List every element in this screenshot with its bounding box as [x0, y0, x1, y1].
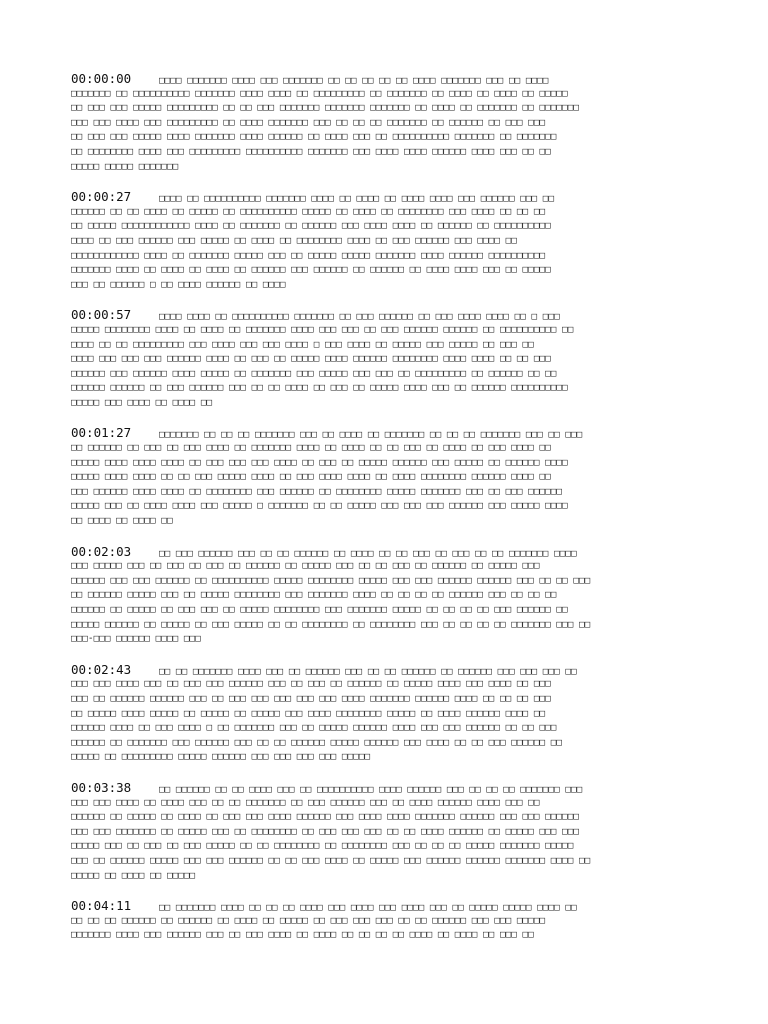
timestamp: 00:00:00: [71, 72, 132, 86]
timestamp: 00:02:03: [71, 544, 132, 559]
transcript-line: [71, 839, 699, 854]
transcript-text: □□ □□□□□□ □□ □□□ □□ □□□ □□□□ □□ □□□□□□□ □□□□ □□ □□□□ □□ □□ □□□ □□ □□□□ □□ □□□ □□□□ □□: [71, 442, 551, 454]
transcript-line: [71, 249, 699, 264]
transcript-text: □□□□ □□ □□ □□□□□□□□□ □□□ □□□□ □□□ □□□ □□□□ □ □□□ □□□□ □□ □□□□□ □□□ □□□□□ □□ □□□ □□: [71, 338, 534, 350]
transcript-text: □□□ □□ □□□□□□ □□□□□□ □□□ □□ □□□ □□□ □□□ □□□ □□□ □□□□ □□□□□□□ □□□□□□ □□□□ □□ □□ □□ □□□: [71, 692, 551, 704]
transcript-line: [71, 205, 699, 220]
transcript-line: [71, 603, 699, 618]
transcript-entry: [71, 426, 699, 528]
transcript-text: □□□ □□□ □□□□ □□□ □□ □□□ □□□ □□□□□□ □□□ □□ □□□ □□ □□□□□□ □□ □□□□□ □□□□ □□□ □□□□ □□ □□□: [71, 678, 551, 690]
transcript-text: □□□□□ □□ □□□□ □□ □□□□□: [71, 869, 196, 881]
transcript-line: [71, 869, 699, 884]
transcript-text: □□□□ □□□□□□□ □□□□ □□□ □□□□□□□ □□ □□ □□ □□ □□ □□□□ □□□□□□□ □□□ □□ □□□□: [159, 75, 549, 86]
transcript-line: [71, 574, 699, 589]
transcript-line: [71, 736, 699, 751]
transcript-line: [71, 914, 699, 929]
transcript-text: □□□□□ □□□□ □□□□ □□□□ □□ □□□ □□□ □□□ □□□□ □□ □□□ □□ □□□□□ □□□□□□ □□□ □□□□□ □□ □□□□□□ □□□□: [71, 456, 568, 468]
transcript-line: [71, 810, 699, 825]
transcript-line: [71, 441, 699, 456]
transcript-line: [71, 514, 699, 529]
transcript-entry: [71, 663, 699, 765]
transcript-line: [71, 130, 699, 145]
transcript-line: [71, 796, 699, 811]
transcript-text: □□□□ □□ □□□ □□□□□□ □□□ □□□□□ □□ □□□□ □□ □□□□□□□□ □□□□ □□ □□□ □□□□□□ □□□ □□□□ □□: [71, 234, 517, 246]
transcript-line: [71, 190, 699, 205]
transcript-line: [71, 721, 699, 736]
transcript-line: [71, 338, 699, 353]
transcript-line: [71, 87, 699, 102]
transcript-line: [71, 323, 699, 338]
transcript-line: [71, 928, 699, 943]
transcript-text: □□□□□□ □□□□□□ □□ □□□ □□□□□□ □□□ □□ □□ □□□□ □□ □□□ □□ □□□□□ □□□□ □□□ □□ □□□□□□ □□□□□□□□□□: [71, 382, 568, 394]
transcript-entry: [71, 72, 699, 174]
transcript-text: □□□ □□□ □□□□□□□ □□ □□□□□ □□□ □□ □□□□□□□□ □□ □□□ □□□ □□□ □□ □□ □□□□ □□□□□□ □□ □□□□□ □□□ □□□: [71, 825, 579, 837]
transcript-line: [71, 160, 699, 175]
transcript-text: □□ □□□ □□□ □□□□□ □□□□ □□□□□□□ □□□□ □□□□□□ □□ □□□□ □□□ □□ □□□□□□□□□□ □□□□□□□ □□ □□□□□□□: [71, 131, 557, 143]
transcript-text: □□ □□ □□□□□□□ □□□□ □□□ □□ □□□□□□ □□□ □□ □□ □□□□□□ □□ □□□□□□ □□□ □□□ □□□ □□: [159, 665, 577, 677]
transcript-text: □□□□□□ □□ □□□□□ □□ □□□ □□□ □□ □□□□□ □□□□□□□□ □□□ □□□□□□□ □□□□□ □□ □□ □□ □□ □□□ □□□□□□ □□: [71, 604, 568, 615]
transcript-text: □□□□□ □□□□ □□□□ □□ □□ □□□ □□□□□ □□□□ □□ □□□ □□□□ □□□□ □□ □□□□ □□□□□□□□ □□□□□□ □□□□ □□: [71, 471, 551, 483]
transcript-text: □□ □□□□□□ □□ □□ □□□□ □□□ □□ □□□□□□□□□□ □□□□ □□□□□□ □□□ □□ □□ □□ □□□□□□□ □□□: [159, 783, 583, 795]
transcript-entry: [71, 308, 699, 410]
transcript-line: [71, 854, 699, 869]
transcript-line: [71, 781, 699, 796]
transcript-line: [71, 899, 699, 914]
transcript-line: [71, 426, 699, 441]
transcript-line: [71, 588, 699, 603]
transcript-text: □□□□□ □□□ □□ □□□□ □□□□ □□□ □□□□□ □ □□□□□□□ □□ □□ □□□□□ □□□ □□□ □□□ □□□□□□ □□□ □□□□□ □□□□: [71, 500, 568, 512]
transcript-text: □□□□ □□□□ □□ □□□□□□□□□□ □□□□□□□ □□ □□□ □□□□□□ □□ □□□ □□□□ □□□□ □□ □ □□□: [159, 311, 560, 323]
transcript-entry: [71, 190, 699, 292]
transcript-text: □□ □□□□□□□ □□□□ □□ □□ □□ □□□□ □□□ □□□□ □□□ □□□□ □□□ □□ □□□□□ □□□□□ □□□□ □□: [159, 902, 577, 914]
transcript-text: □□□ □□ □□□□□□ □ □□ □□□□ □□□□□□ □□ □□□□: [71, 278, 286, 290]
transcript-text: □□ □□□□□□ □□□□□ □□□ □□ □□□□□ □□□□□□□□ □□□ □□□□□□□ □□□□ □□ □□ □□ □□ □□□□□□ □□□ □□ □□ □□: [71, 589, 557, 601]
transcript-line: [71, 352, 699, 367]
transcript-text: □□□□□ □□□ □□ □□□ □□ □□□ □□□□□ □□ □□ □□□□□□□□ □□ □□□□□□□□ □□□ □□ □□ □□ □□□□□ □□□□□□□ □□□□□: [71, 840, 574, 852]
transcript-text: □□□□□□ □□ □□□□□ □□ □□□□ □□ □□□ □□□ □□□□ □□□□□□ □□□ □□□□ □□□□ □□□□□□□ □□□□□□ □□□ □□□ □□□□□□: [71, 811, 579, 823]
transcript-text: □□□□□□□□□□□□ □□□□ □□ □□□□□□□ □□□□□ □□□ □□ □□□□□ □□□□□ □□□□□□□ □□□□ □□□□□□ □□□□□□□□□□: [71, 249, 546, 261]
transcript-line: [71, 263, 699, 278]
timestamp: 00:03:38: [71, 780, 132, 795]
transcript-line: [71, 750, 699, 765]
transcript-text: □□□□ □□□ □□□ □□□ □□□□□□ □□□□ □□ □□□ □□ □□□□□ □□□□ □□□□□□ □□□□□□□□ □□□□ □□□□ □□ □□ □□□: [71, 353, 551, 365]
transcript-text: □□□□□□□ □□ □□ □□ □□□□□□□ □□□ □□ □□□□ □□ □□□□□□□ □□ □□ □□ □□□□□□□ □□□ □□ □□□: [159, 429, 583, 441]
transcript-text: □□ □□ □□ □□□□□□ □□ □□□□□□ □□ □□□□ □□ □□□□□ □□ □□□ □□□ □□□ □□ □□ □□□□□□ □□□ □□□ □□□□□: [71, 914, 546, 926]
transcript-text: □□ □□□ □□□ □□□□□ □□□□□□□□□ □□ □□ □□□ □□□□□□□ □□□□□□□ □□□□□□□ □□ □□□□ □□ □□□□□□□ □□ □□□□□□□: [71, 102, 579, 114]
transcript-text: □□□ □□□□□ □□□ □□ □□□ □□ □□□ □□ □□□□□□ □□ □□□□□ □□□ □□ □□ □□□ □□ □□□□□□ □□ □□□□□ □□□: [71, 560, 540, 572]
transcript-text: □□□□□□ □□□ □□□□□□ □□□□ □□□□□ □□ □□□□□□□ □□□ □□□□□ □□□ □□□ □□ □□□□□□□□□ □□ □□□□□□ □□ □□: [71, 367, 557, 379]
transcript-text: □□□ □□□ □□□□ □□ □□□□ □□□ □□ □□ □□□□□□□ □□ □□□ □□□□□□ □□□ □□ □□□□ □□□□□□ □□□□ □□□ □□: [71, 796, 540, 808]
transcript-line: [71, 692, 699, 707]
transcript-line: [71, 707, 699, 722]
transcript-entry: [71, 545, 699, 647]
transcript-text: □□□□□ □□□ □□□□ □□ □□□□ □□: [71, 396, 213, 408]
transcript-line: [71, 72, 699, 87]
transcript-line: [71, 559, 699, 574]
transcript-line: [71, 825, 699, 840]
transcript-line: [71, 367, 699, 382]
transcript-text: □□□□□□ □□ □□□□□□□ □□□ □□□□□□ □□□ □□ □□ □□□□□□ □□□□□ □□□□□□ □□□ □□□□ □□ □□ □□□ □□□□□□ □□: [71, 736, 563, 748]
transcript-line: [71, 219, 699, 234]
transcript-text: □□ □□□□□ □□□□□□□□□□□□ □□□□ □□ □□□□□□□ □□ □□□□□□ □□□ □□□□ □□□□ □□ □□□□□□ □□ □□□□□□□□□□: [71, 220, 551, 232]
timestamp: 00:02:43: [71, 662, 132, 677]
transcript-text: □□ □□□□ □□ □□□□ □□: [71, 515, 173, 527]
transcript-line: [71, 485, 699, 500]
transcript-line: [71, 456, 699, 471]
transcript-text: □□□ □□□ □□□□ □□□ □□□□□□□□□ □□ □□□□ □□□□□□□ □□□ □□ □□ □□ □□□□□□□ □□ □□□□□□ □□ □□□ □□□: [71, 116, 546, 128]
transcript-line: [71, 677, 699, 692]
transcript-text: □□□□□□ □□□□ □□ □□□ □□□□ □ □□ □□□□□□□ □□□ □□ □□□□□ □□□□□□ □□□□ □□□ □□□ □□□□□□ □□ □□ □□□: [71, 722, 557, 734]
transcript-text: □□□□□□ □□□ □□□ □□□□□□ □□ □□□□□□□□□□ □□□□□ □□□□□□□□ □□□□□ □□□ □□□ □□□□□□ □□□□□□ □□□ □□ □□ □□□: [71, 574, 591, 586]
transcript-text: □□□□□ □□ □□□□□□□□□ □□□□□ □□□□□□ □□□ □□□ □□□ □□□ □□□□□: [71, 751, 371, 763]
transcript-text: □□□□□□□ □□ □□□□□□□□□□ □□□□□□□ □□□□ □□□□ □□ □□□□□□□□□ □□ □□□□□□□ □□ □□□□ □□ □□□□ □□ □□□□□: [71, 87, 568, 99]
transcript-line: [71, 381, 699, 396]
transcript-text: □□ □□□□□ □□□□ □□□□□ □□ □□□□□ □□ □□□□□ □□□ □□□□ □□□□□□□□ □□□□□ □□ □□□□ □□□□□□ □□□□ □□: [71, 707, 546, 719]
transcript-line: [71, 145, 699, 160]
transcript-line: [71, 234, 699, 249]
timestamp: 00:04:11: [71, 899, 132, 914]
transcript-line: [71, 632, 699, 647]
transcript-line: [71, 470, 699, 485]
transcript-line: [71, 545, 699, 560]
timestamp: 00:00:27: [71, 190, 132, 205]
transcript-text: □□□-□□□ □□□□□□ □□□□ □□□: [71, 633, 201, 645]
transcript-line: [71, 618, 699, 633]
transcript-text: □□□ □□ □□□□□□ □□□□□ □□□ □□□ □□□□□□ □□ □□ □□□ □□□□ □□ □□□□□ □□□ □□□□□□ □□□□□□ □□□□□□□ □□□□ □□: [71, 854, 591, 866]
transcript-line: [71, 308, 699, 323]
transcript-text: □□□□ □□ □□□□□□□□□□ □□□□□□□ □□□□ □□ □□□□ □□ □□□□ □□□□ □□□ □□□□□□ □□□ □□: [159, 193, 555, 205]
transcript-text: □□□□□ □□□□□ □□□□□□□: [71, 160, 179, 172]
transcript-line: [71, 278, 699, 293]
transcript-line: [71, 101, 699, 116]
transcript-line: [71, 116, 699, 131]
transcript-text: □□□□□□□ □□□□ □□ □□□□ □□ □□□□ □□ □□□□□□ □□□ □□□□□□ □□ □□□□□□ □□ □□□□ □□□□ □□□ □□ □□□□□: [71, 264, 551, 276]
transcript-text: □□□□□□□ □□□□ □□□ □□□□□□ □□□ □□ □□□ □□□□ □□ □□□□ □□ □□ □□ □□ □□□□ □□ □□□□ □□ □□□ □□: [71, 929, 534, 941]
transcript-text: □□□□□□ □□ □□ □□□□ □□ □□□□□ □□ □□□□□□□□□□ □□□□□ □□ □□□□ □□ □□□□□□□□ □□□ □□□□ □□ □□ □□: [71, 205, 546, 217]
transcript-page: [71, 72, 699, 959]
transcript-line: [71, 499, 699, 514]
transcript-line: [71, 396, 699, 411]
transcript-line: [71, 663, 699, 678]
transcript-text: □□ □□□□□□□□ □□□□ □□□ □□□□□□□□□ □□□□□□□□□□ □□□□□□□ □□□ □□□□ □□□□ □□□□□□ □□□□ □□□ □□ □□: [71, 145, 551, 157]
transcript-text: □□ □□□ □□□□□□ □□□ □□ □□ □□□□□□ □□ □□□□ □□ □□ □□□ □□ □□□ □□ □□ □□□□□□□ □□□□: [159, 547, 577, 559]
transcript-text: □□□□□ □□□□□□ □□ □□□□□ □□ □□□ □□□□□ □□ □□ □□□□□□□□ □□ □□□□□□□□ □□□ □□ □□ □□ □□ □□□□□□□ □□□ □□: [71, 618, 591, 630]
timestamp: 00:01:27: [71, 426, 132, 441]
transcript-entry: [71, 899, 699, 943]
transcript-entry: [71, 781, 699, 883]
transcript-text: □□□□□ □□□□□□□□ □□□□ □□ □□□□ □□ □□□□□□□ □□□□ □□□ □□□ □□ □□□ □□□□□□ □□□□□□ □□ □□□□□□□□□□ □□: [71, 323, 574, 335]
timestamp: 00:00:57: [71, 308, 132, 323]
transcript-text: □□□ □□□□□□ □□□□ □□□□ □□ □□□□□□□□ □□□ □□□□□□ □□ □□□□□□□□ □□□□□ □□□□□□□ □□□ □□ □□□ □□□□□□: [71, 485, 563, 497]
